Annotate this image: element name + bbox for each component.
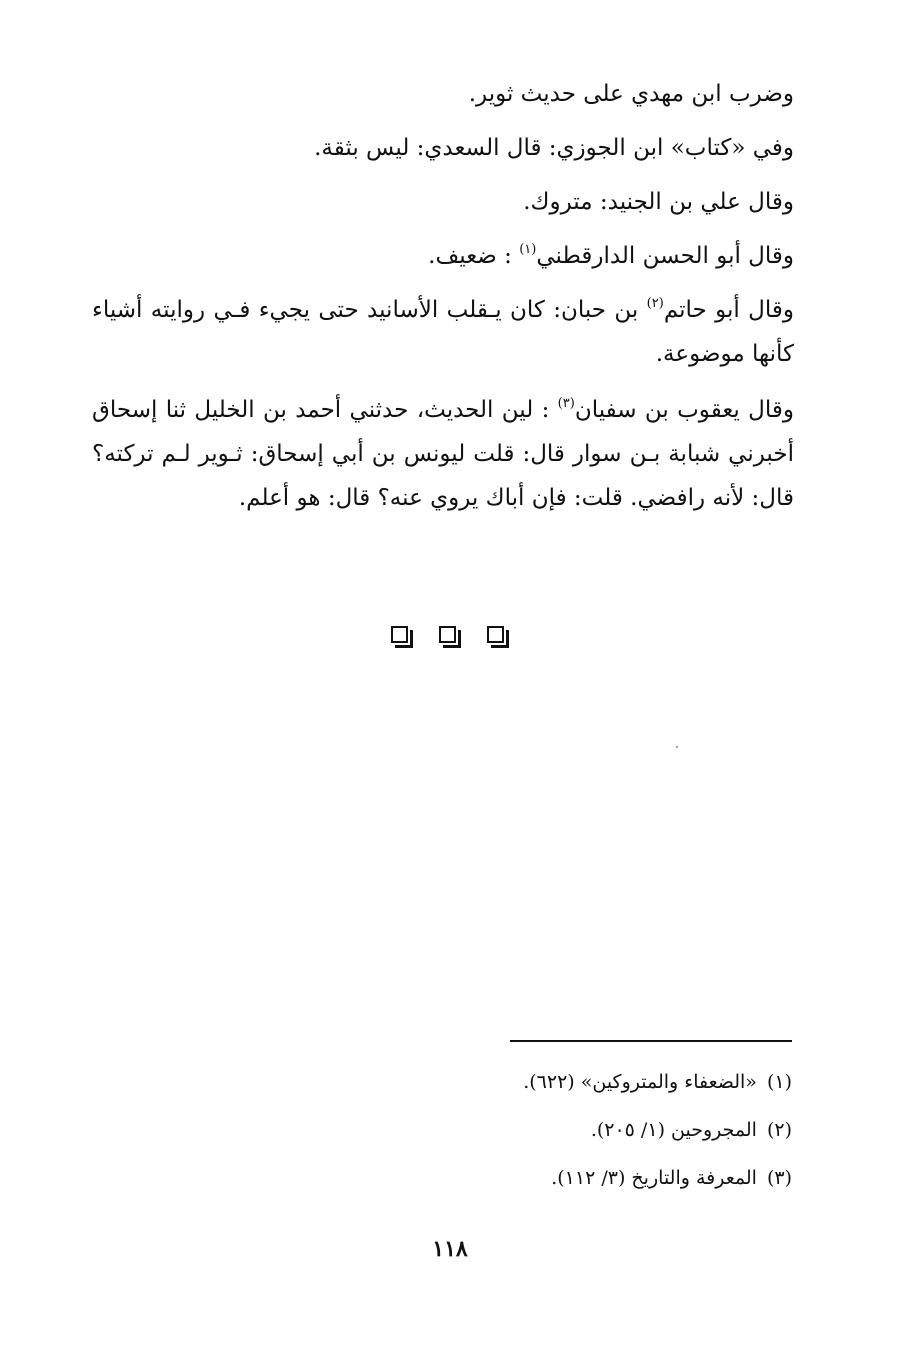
footnote-number: (٢) xyxy=(766,1119,792,1141)
footnote-number: (٣) xyxy=(766,1167,792,1189)
paragraph: وضرب ابن مهدي على حديث ثوير. xyxy=(468,81,794,107)
paragraph-text: وقال أبو حاتم xyxy=(663,297,794,323)
footnote-text: «الضعفاء والمتروكين» (٦٢٢). xyxy=(523,1071,757,1093)
footnote-marker: (٢) xyxy=(646,296,664,311)
footnote-marker: (١) xyxy=(519,242,537,257)
scan-speck xyxy=(676,746,678,748)
page-number: ١١٨ xyxy=(432,1236,468,1262)
square-ornament-icon xyxy=(439,626,461,648)
paragraph-text: : ضعيف. xyxy=(428,243,520,269)
footnote xyxy=(420,1106,792,1154)
paragraph-text: وقال أبو الحسن الدارقطني xyxy=(536,243,794,269)
paragraph: وفي «كتاب» ابن الجوزي: قال السعدي: ليس بثقة. xyxy=(314,135,794,161)
footnote-text: المعرفة والتاريخ (٣/ ١١٢). xyxy=(551,1167,757,1189)
paragraph: وقال علي بن الجنيد: متروك. xyxy=(523,189,794,215)
paragraph xyxy=(92,234,794,278)
footnote xyxy=(420,1154,792,1202)
paragraph xyxy=(92,388,794,520)
footnotes xyxy=(420,1058,792,1202)
paragraph-text: وقال يعقوب بن سفيان xyxy=(574,397,794,423)
footnote-marker: (٣) xyxy=(557,396,575,411)
main-text xyxy=(92,72,794,530)
paragraph-text: بن حبان: كان يـقلب الأسانيد حتى يجيء فـي روايته أشياء كأنها موضوعة. xyxy=(92,297,794,367)
footnote-number: (١) xyxy=(766,1071,792,1093)
footnote-text: المجروحين (١/ ٢٠٥). xyxy=(590,1119,757,1141)
section-divider-ornament xyxy=(0,626,900,648)
paragraph xyxy=(92,288,794,376)
paragraph-text: : لين الحديث، حدثني أحمد بن الخليل ثنا إسحاق أخبرني شبابة بـن سوار قال: قلت ليونس بن أبي إسحاق: ثـوير لـم تركته؟ قال: لأنه رافضي. قلت: فإن أباك يروي عنه؟ قال: هو أعلم. xyxy=(92,397,794,511)
footnote xyxy=(420,1058,792,1106)
square-ornament-icon xyxy=(487,626,509,648)
square-ornament-icon xyxy=(391,626,413,648)
footnote-separator xyxy=(510,1040,792,1042)
